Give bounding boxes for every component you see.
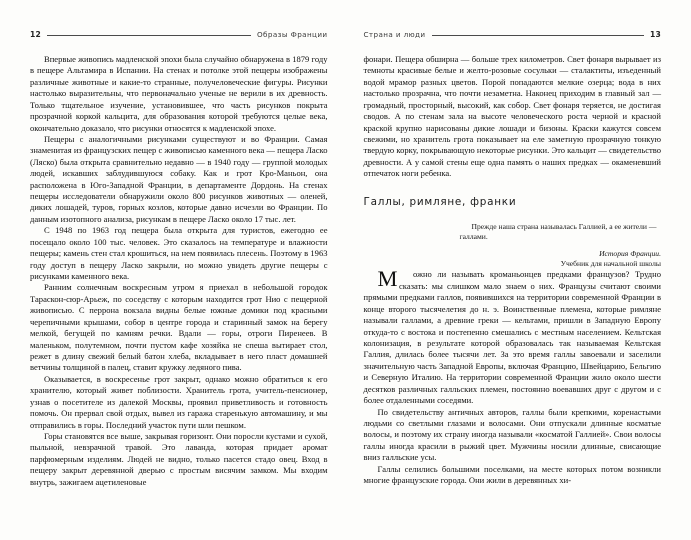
dropcap-paragraph-body: ожно ли называть кроманьонцев предками французов? Трудно сказать: мы слишком мало знаем о них. Французы считают своими прямыми предками галлов, появившихся на территории современной Франции в конце второго тысячелетия до н. э. Воинственные племена, которые римляне называли галлами, а древние греки — кельтами, пришли в Западную Европу откуда-то с востока и постепенно смешались с местным населением. Кельтская колонизация, в результате которой образовалась так называемая Кельтская Галлия, длилась более тысячи лет. За это время галлы завоевали и заселили значительную часть Западной Европы, включая Францию, Швейцарию, Бельгию и Северную Италию. На территории современной Франции жило около шести десятков различных галльских племен, постоянно воевавших друг с другом и с более отдаленными соседями. <box>363 269 661 406</box>
paragraph: По свидетельству античных авторов, галлы были крепкими, коренастыми людьми со светлыми глазами и волосами. Они отпускали длинные косматые волосы, и поэтому их страну иногда называли «косматой Галлией». Свои волосы галлы иногда красили в рыжий цвет. Мужчины носили длинные, свисающие вниз галльские усы. <box>363 406 661 463</box>
right-running-title: Страна и люди <box>363 30 426 39</box>
right-page <box>346 0 691 540</box>
paragraph: Впервые живопись мадленской эпохи была случайно обнаружена в 1879 году в пещере Альтамира в Испании. На стенах и потолке этой пещеры изображены различные животные и какие-то странные, получеловеческие фигуры. Рисунки настолько выразительны, что первоначально ученые не верили в их древность. Только тщательное изучение, установившее, что часть рисунков покрыта прозрачной коркой кальцита, для образования которой требуются целые века, окончательно доказало, что рисунки относятся к мадленской эпохе. <box>30 54 328 133</box>
right-running-head <box>364 28 662 41</box>
section-heading: Галлы, римляне, франки <box>363 195 517 208</box>
left-folio: 12 <box>30 30 41 39</box>
epigraph-text: Прежде наша страна называлась Галлией, а ее жители — галлами. <box>459 222 657 242</box>
paragraph: Горы становятся все выше, закрывая горизонт. Они поросли кустами и сухой, пыльной, невзрачной травой. Это лаванда, которая придает аромат парфюмерным изделиям. Людей не видно, только пасется стадо овец. Вход в пещеру закрыт деревянной дверью с простым висячим замком. Мы входим внутрь, зажигаем ацетиленовые <box>30 430 328 487</box>
paragraph: С 1948 по 1963 год пещера была открыта для туристов, ежегодно ее посещало около 100 тыс. человек. Это сказалось на температуре и влажности пещеры; камень стен стал крошиться, на нем появилась плесень. Поэтому в 1963 году доступ в пещеру Ласко закрыли, но можно увидеть другие пещеры с рисунками каменного века. <box>30 225 328 282</box>
left-running-head <box>30 28 328 41</box>
epigraph <box>364 222 662 269</box>
paragraph: Галлы селились большими поселками, на месте которых потом возникли многие французские города. Они жили в деревянных хи- <box>363 463 661 486</box>
continued-paragraph: фонари. Пещера обширна — больше трех километров. Свет фонаря вырывает из темноты красивые белые и желто-розовые сосульки — сталактиты, изъеденный водой мрамор разных цветов. Порой попадаются мелкие озерца; вода в них настолько прозрачна, что почти незаметна. Наконец приходим в главный зал — громадный, просторный, высокий, как собор. Свет фонаря теряется, не достигая сводов. А по стенам зала на высоте человеческого роста черной и красной краской крупно нарисованы дикие лошади и бизоны. Краски кажутся совсем свежими, но хранитель грота показывает на еле заметную прозрачную тонкую твердую корку, покрывающую некоторые рисунки. Это кальцит — свидетельство древности. А у самой стены еще одна память о наших предках — окаменевший отпечаток ноги ребенка. <box>363 54 661 179</box>
right-head-rule <box>432 35 645 36</box>
left-column-text <box>30 54 328 488</box>
epigraph-source-title: История Франции. <box>599 249 661 259</box>
paragraph: Ранним солнечным воскресным утром я приехал в небольшой городок Тараскон-сюр-Арьеж, по соседству с которым находится грот Нио с пещерной живописью. С перрона вокзала видны белые южные домики под красными черепичными крышами, собор в центре города и старинный замок на берегу мелкой, бегущей по камням речки. Вдали — горы, отроги Пиренеев. В маленьком, полутемном, почти пустом кафе хозяйка не спеша вытирает стол, режет в длину свежий белый батон хлеба, вкладывает в него пласт домашней ветчины толщиной в палец, ставит кружку ледяного пива. <box>30 282 328 373</box>
epigraph-source <box>460 249 662 269</box>
drop-cap-letter: М <box>377 266 398 292</box>
left-running-title: Образы Франции <box>256 30 328 39</box>
paragraph: Оказывается, в воскресенье грот закрыт, однако можно обратиться к его хранителю, который живет поблизости. Хранитель грота, учитель-пенсионер, узнав о посетителе из далекой Москвы, проявил приветливость и готовность помочь. Он прервал свой отдых, вывел из гаража старенькую автомашину, и мы отправились в горы. Последний участок пути шли пешком. <box>30 373 328 430</box>
epigraph-source-subtitle: Учебник для начальной школы <box>560 259 661 269</box>
dropcap-paragraph <box>363 266 662 406</box>
left-head-rule <box>47 35 251 36</box>
right-column-text <box>364 54 662 486</box>
right-folio: 13 <box>650 30 661 39</box>
paragraph: Пещеры с аналогичными рисунками существуют и во Франции. Самая знаменитая из французских пещер с живописью каменного века — пещера Ласко (Ляско) была открыта сравнительно недавно — в 1940 году — группой молодых людей, искавших заблудившуюся собаку. Как и грот Кро-Маньон, она расположена в Юго-Западной Франции, в департаменте Дордонь. На стенах пещеры исследователи обнаружили около 800 рисунков животных — оленей, диких лошадей, туров, горных козлов, которые давно исчезли во Франции. По данным изотопного анализа, рисункам в пещере Ласко около 17 тыс. лет. <box>30 133 328 224</box>
